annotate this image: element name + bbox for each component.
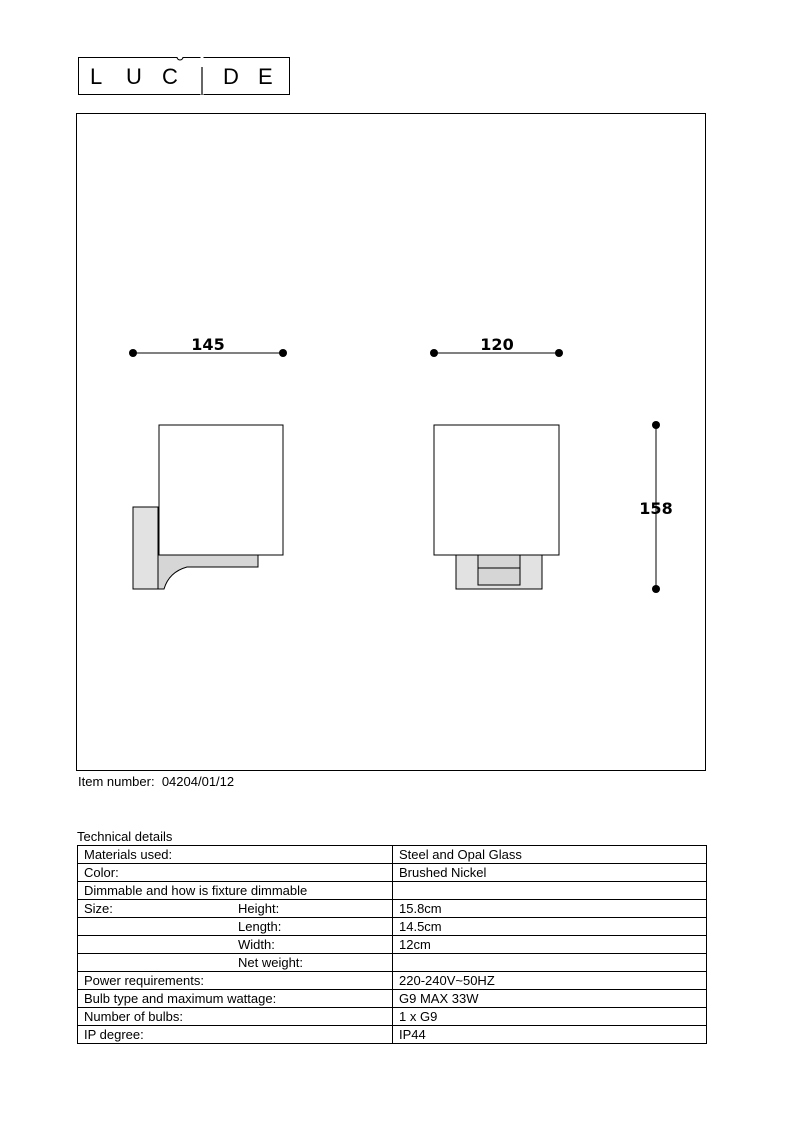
height-label: 158 xyxy=(639,499,673,518)
spec-sublabel: Net weight: xyxy=(238,955,304,970)
spec-label: Dimmable and how is fixture dimmable xyxy=(84,883,308,898)
spec-value xyxy=(393,954,707,972)
lucide-logo xyxy=(78,57,290,95)
spec-label: Power requirements: xyxy=(84,973,204,988)
technical-details-title: Technical details xyxy=(77,829,173,844)
logo-letter: C xyxy=(162,64,178,89)
width-label: 120 xyxy=(480,335,514,354)
spec-value: IP44 xyxy=(393,1026,707,1044)
spec-label: Number of bulbs: xyxy=(84,1009,183,1024)
technical-details-table xyxy=(77,845,707,1044)
spec-value: Brushed Nickel xyxy=(393,864,707,882)
spec-value: 15.8cm xyxy=(393,900,707,918)
height-dimension xyxy=(639,421,672,593)
spec-sublabel: Length: xyxy=(238,919,282,934)
logo-letter: U xyxy=(126,64,142,89)
length-label: 145 xyxy=(191,335,225,354)
spec-sublabel: Height: xyxy=(238,901,280,916)
item-number xyxy=(78,774,234,789)
front-view xyxy=(434,425,559,589)
table-row xyxy=(78,864,707,882)
item-number-value: 04204/01/12 xyxy=(161,774,235,789)
table-row xyxy=(78,1008,707,1026)
spec-label: IP degree: xyxy=(84,1027,144,1042)
table-row xyxy=(78,846,707,864)
logo-letter: D xyxy=(223,64,239,89)
spec-value: Steel and Opal Glass xyxy=(393,846,707,864)
spec-label: Size: xyxy=(84,901,113,916)
spec-value: 1 x G9 xyxy=(393,1008,707,1026)
side-view xyxy=(133,425,283,589)
spec-value xyxy=(393,882,707,900)
table-row xyxy=(78,936,707,954)
logo-letter: E xyxy=(258,64,273,89)
spec-label: Bulb type and maximum wattage: xyxy=(84,991,277,1006)
item-number-label: Item number: xyxy=(78,774,155,789)
length-dimension xyxy=(129,335,287,357)
table-row xyxy=(78,900,707,918)
spec-label: Materials used: xyxy=(84,847,173,862)
logo-letter: L xyxy=(90,64,103,89)
width-dimension xyxy=(430,335,563,357)
table-row xyxy=(78,954,707,972)
spec-value: G9 MAX 33W xyxy=(393,990,707,1008)
spec-value: 12cm xyxy=(393,936,707,954)
table-row xyxy=(78,1026,707,1044)
spec-value: 220-240V~50HZ xyxy=(393,972,707,990)
spec-label: Color: xyxy=(84,865,119,880)
table-row xyxy=(78,918,707,936)
table-row xyxy=(78,972,707,990)
table-row xyxy=(78,882,707,900)
product-drawing xyxy=(76,113,706,771)
spec-sublabel: Width: xyxy=(238,937,275,952)
spec-value: 14.5cm xyxy=(393,918,707,936)
table-row xyxy=(78,990,707,1008)
